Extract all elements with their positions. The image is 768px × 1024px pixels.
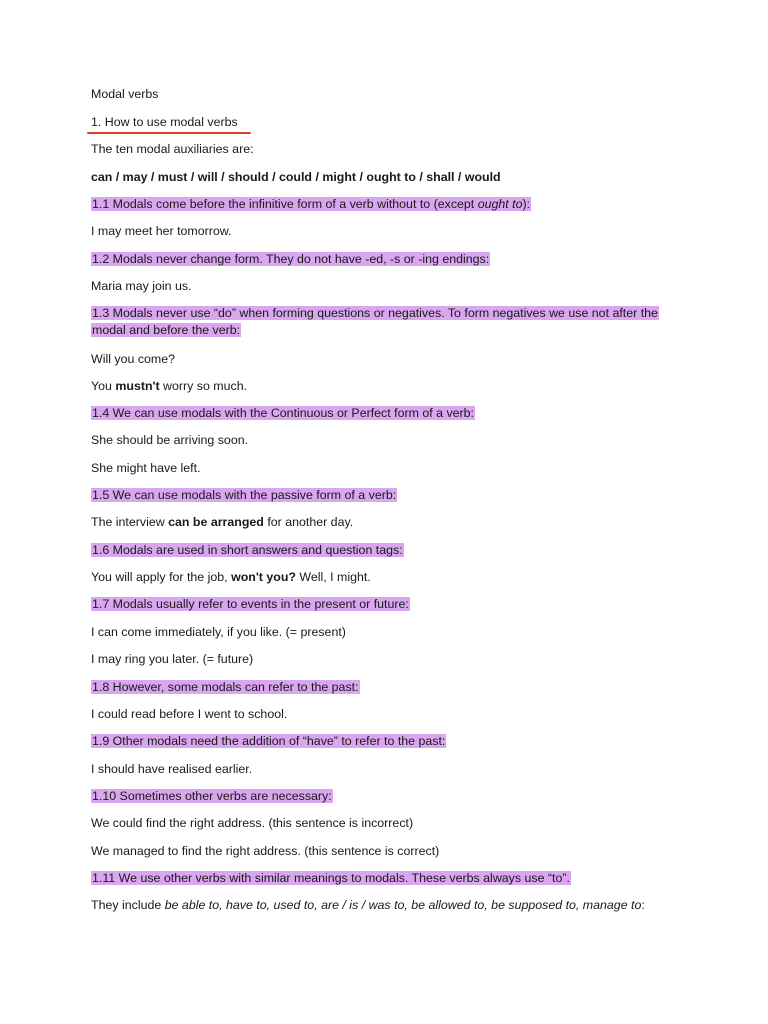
rule-1-11: 1.11 We use other verbs with similar meanings to modals. These verbs always use “to”. (92, 871, 570, 885)
rule-1-8: 1.8 However, some modals can refer to the past: (92, 680, 359, 694)
example-1-7a: I can come immediately, if you like. (= present) (91, 625, 346, 639)
example-1-7b: I may ring you later. (= future) (91, 652, 254, 666)
rule-1-6: 1.6 Modals are used in short answers and question tags: (92, 543, 403, 557)
rule-1-1: 1.1 Modals come before the infinitive form of a verb without to (except ought to): (92, 197, 531, 211)
modals-list: can / may / must / will / should / could / might / ought to / shall / would (91, 170, 501, 184)
example-1-2: Maria may join us. (91, 279, 192, 293)
example-1-9: I should have realised earlier. (91, 762, 253, 776)
example-1-6: You will apply for the job, won't you? Well, I might. (91, 570, 371, 584)
example-1-10b: We managed to find the right address. (this sentence is correct) (91, 844, 440, 858)
heading-underline (87, 132, 251, 134)
example-1-1: I may meet her tomorrow. (91, 224, 232, 238)
example-1-4a: She should be arriving soon. (91, 433, 249, 447)
example-1-4b: She might have left. (91, 461, 201, 475)
rule-1-10: 1.10 Sometimes other verbs are necessary: (92, 789, 332, 803)
section-heading (91, 114, 238, 130)
example-1-8: I could read before I went to school. (91, 707, 288, 721)
example-1-3a: Will you come? (91, 352, 176, 366)
example-1-5: The interview can be arranged for another day. (91, 515, 354, 529)
rule-1-5: 1.5 We can use modals with the passive form of a verb: (92, 488, 397, 502)
doc-title: Modal verbs (91, 87, 159, 101)
example-1-10a: We could find the right address. (this sentence is incorrect) (91, 816, 414, 830)
rule-1-4: 1.4 We can use modals with the Continuous or Perfect form of a verb: (92, 406, 475, 420)
rule-1-7: 1.7 Modals usually refer to events in the present or future: (92, 597, 409, 611)
intro-text: The ten modal auxiliaries are: (91, 142, 254, 156)
example-1-3b: You mustn't worry so much. (91, 379, 248, 393)
rule-1-3: 1.3 Modals never use “do” when forming questions or negatives. To form negatives we use not after the modal and before the verb: (92, 306, 658, 337)
rule-1-9: 1.9 Other modals need the addition of “have” to refer to the past: (92, 734, 446, 748)
example-1-11: They include be able to, have to, used to, are / is / was to, be allowed to, be supposed to, manage to: (91, 898, 645, 912)
section-heading-text: 1. How to use modal verbs (91, 115, 238, 129)
rule-1-2: 1.2 Modals never change form. They do not have -ed, -s or -ing endings: (92, 252, 490, 266)
